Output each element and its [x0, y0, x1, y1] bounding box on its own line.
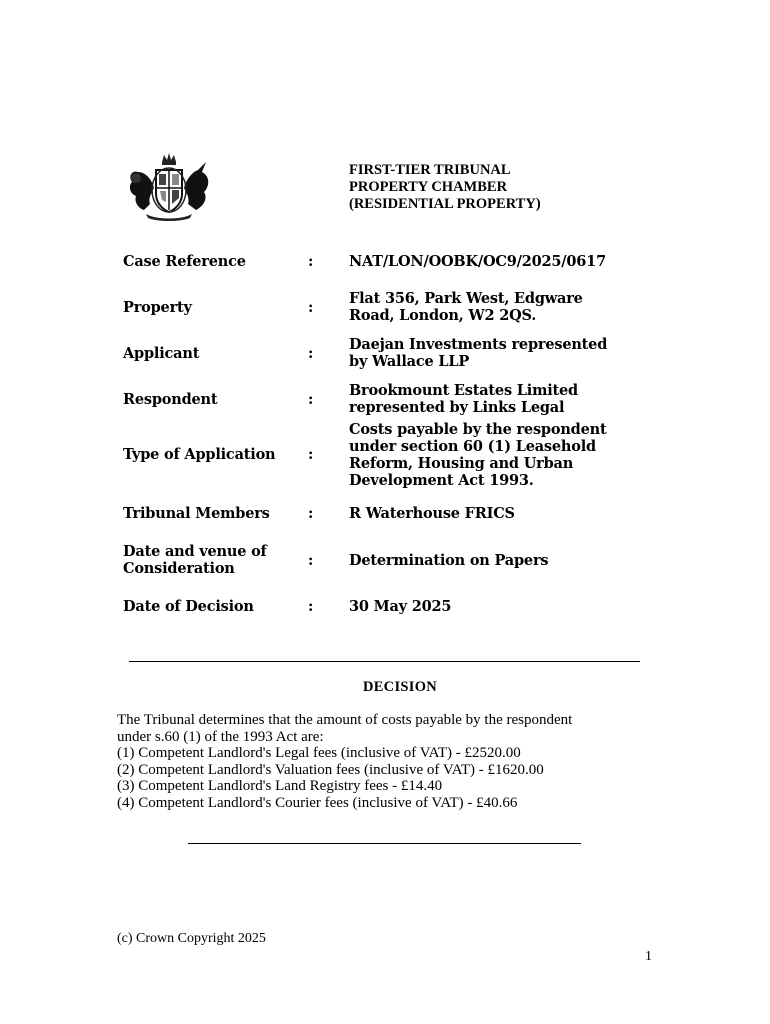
- row-value: [349, 505, 639, 522]
- decision-line: (1) Competent Landlord's Legal fees (inclusive of VAT) - £2520.00: [117, 745, 521, 762]
- value-line: Flat 356, Park West, Edgware: [349, 290, 583, 307]
- row-colon: :: [308, 299, 314, 316]
- value-line: Daejan Investments represented: [349, 336, 608, 353]
- value-line: Costs payable by the respondent: [349, 421, 607, 438]
- label-line: Property: [123, 299, 192, 316]
- value-line: under section 60 (1) Leasehold: [349, 438, 596, 455]
- row-label: [123, 505, 298, 522]
- decision-body: [117, 712, 572, 812]
- row-value: [349, 421, 639, 489]
- value-line: Road, London, W2 2QS.: [349, 307, 537, 324]
- row-colon: :: [308, 253, 314, 270]
- row-label: [123, 543, 298, 577]
- decision-line: (2) Competent Landlord's Valuation fees (inclusive of VAT) - £1620.00: [117, 761, 544, 778]
- decision-line: The Tribunal determines that the amount of costs payable by the respondent: [117, 712, 573, 728]
- row-label: [123, 391, 298, 408]
- decision-heading-text: DECISION: [362, 679, 438, 695]
- label-line: Consideration: [123, 560, 235, 577]
- label-line: Applicant: [123, 345, 200, 362]
- label-line: Date of Decision: [123, 598, 254, 615]
- row-label: [123, 299, 298, 316]
- row-colon: :: [308, 391, 314, 408]
- court-title-line-2: PROPERTY CHAMBER: [349, 179, 508, 195]
- value-line: R Waterhouse FRICS: [349, 505, 515, 522]
- divider-top: [129, 661, 640, 662]
- row-value: [349, 253, 639, 270]
- decision-line: (3) Competent Landlord's Land Registry fees - £14.40: [117, 778, 443, 795]
- row-value: [349, 382, 639, 416]
- label-line: Type of Application: [123, 446, 276, 463]
- decision-heading: [0, 679, 770, 696]
- row-colon: :: [308, 598, 314, 615]
- row-label: [123, 598, 298, 615]
- value-line: Determination on Papers: [349, 552, 549, 569]
- value-line: Reform, Housing and Urban: [349, 455, 574, 472]
- page-number: 1: [645, 949, 652, 964]
- label-line: Tribunal Members: [123, 505, 270, 522]
- row-label: [123, 446, 298, 463]
- value-line: represented by Links Legal: [349, 399, 565, 416]
- row-label: [123, 345, 298, 362]
- row-value: [349, 290, 639, 324]
- decision-line: (4) Competent Landlord's Courier fees (inclusive of VAT) - £40.66: [117, 794, 518, 811]
- divider-bottom: [188, 843, 581, 844]
- court-title-line-1: FIRST-TIER TRIBUNAL: [349, 162, 511, 178]
- row-label: [123, 253, 298, 270]
- value-line: by Wallace LLP: [349, 353, 470, 370]
- row-colon: :: [308, 552, 314, 569]
- value-line: Brookmount Estates Limited: [349, 382, 578, 399]
- value-line: Development Act 1993.: [349, 472, 534, 489]
- value-line: NAT/LON/OOBK/OC9/2025/0617: [349, 253, 606, 270]
- row-colon: :: [308, 345, 314, 362]
- value-line: 30 May 2025: [349, 598, 452, 615]
- row-value: [349, 552, 639, 569]
- row-colon: :: [308, 446, 314, 463]
- label-line: Respondent: [123, 391, 218, 408]
- decision-line: under s.60 (1) of the 1993 Act are:: [117, 728, 324, 745]
- row-value: [349, 336, 639, 370]
- royal-coat-of-arms-icon: [124, 152, 214, 222]
- label-line: Case Reference: [123, 253, 246, 270]
- row-colon: :: [308, 505, 314, 522]
- row-value: [349, 598, 639, 615]
- copyright-notice: (c) Crown Copyright 2025: [117, 931, 266, 946]
- court-title: [349, 162, 541, 213]
- label-line: Date and venue of: [123, 543, 267, 560]
- court-title-line-3: (RESIDENTIAL PROPERTY): [349, 196, 541, 212]
